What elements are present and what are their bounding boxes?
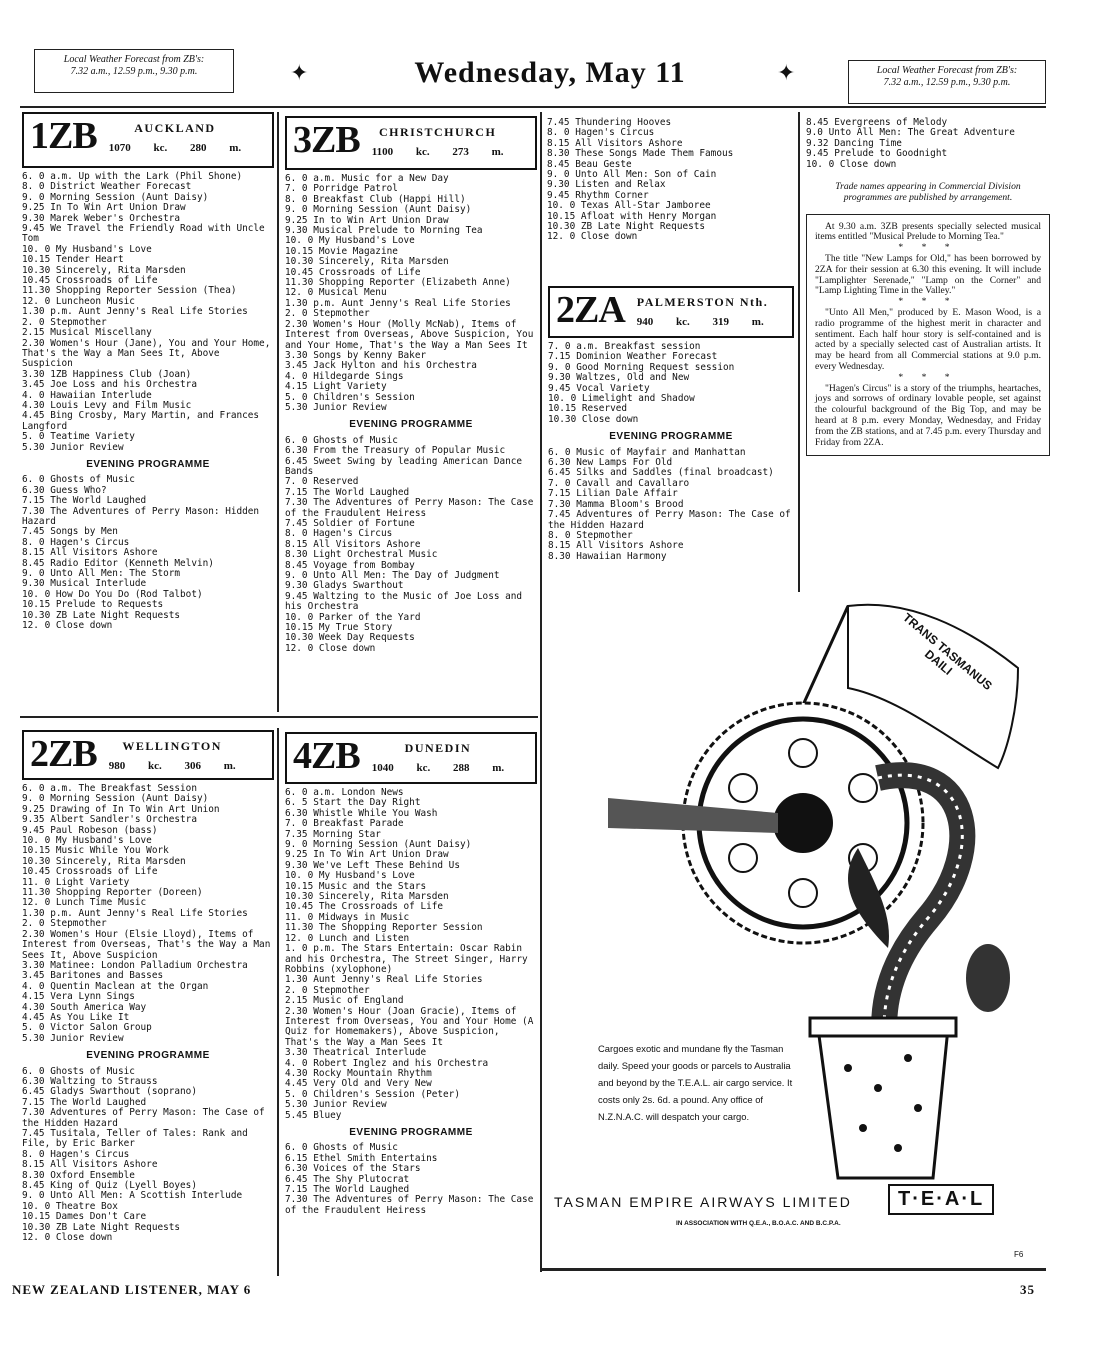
- programme-entry: 9.25 In To Win Art Union Draw: [22, 202, 186, 214]
- programme-entry: 10. 0 My Husband's Love: [22, 243, 152, 255]
- programme-entry: 10.45 Crossroads of Life: [285, 266, 421, 278]
- programme-entry: 7. 0 a.m. Breakfast session: [548, 341, 701, 352]
- note-paragraph: "Unto All Men," produced by E. Mason Wood, is a radio programme of the highest merit in character and sentiment. Each half hour story is self-contained and is acted by a specially selected cast of Australian artists. It may be heard from all Commercial stations at 9.0 p.m. every Wednesday.: [815, 307, 1041, 372]
- disc-icon: [966, 944, 1010, 1012]
- programme-entry: 9.35 Albert Sandler's Orchestra: [22, 814, 197, 826]
- programme-entry: 4.30 South America Way: [22, 1001, 147, 1013]
- programme-entry: 2.15 Music of England: [285, 995, 404, 1007]
- station-2zb: [22, 730, 274, 1243]
- page-number: 35: [1020, 1282, 1035, 1297]
- station-header: [22, 730, 274, 780]
- programme-entry: 7.45 Adventures of Perry Mason: The Case of the Hidden Hazard: [548, 509, 791, 531]
- programme-entry: 7. 0 Cavall and Cavallaro: [548, 477, 690, 489]
- notes-box: [806, 214, 1050, 457]
- programme-entry: 12. 0 Close down: [22, 620, 113, 632]
- programme-entry: 6. 0 a.m. Up with the Lark (Phil Shone): [22, 171, 243, 182]
- programme-entry: 10.15 My True Story: [285, 622, 393, 634]
- programme-entry: 2.30 Women's Hour (Joan Gracie), Items of Interest from Overseas, You and Your Home (A Quiz for Homemakers), Above Suspicion, That's the Way a Man Sees It: [285, 1005, 534, 1048]
- station-3zb-continued: [547, 118, 795, 243]
- programme-entry: 6.30 New Lamps For Old: [548, 457, 673, 469]
- programme-entry: 8.30 Hawaiian Harmony: [548, 550, 667, 562]
- programme-entry: 3.30 1ZB Happiness Club (Joan): [22, 368, 192, 380]
- station-2za: [548, 286, 794, 562]
- programme-list: [22, 784, 274, 1243]
- programme-entry: 4.30 Rocky Mountain Rhythm: [285, 1067, 432, 1079]
- programme-entry: 6. 0 Ghosts of Music: [22, 474, 135, 486]
- footer-publication: NEW ZEALAND LISTENER, MAY 6: [12, 1282, 252, 1297]
- programme-entry: 10.30 ZB Late Night Requests: [22, 609, 181, 621]
- programme-entry: 6.30 Guess Who?: [22, 484, 107, 496]
- weather-label: Local Weather Forecast from ZB's:: [63, 54, 205, 65]
- station-frequency: 980 kc.: [108, 760, 162, 772]
- programme-entry: 12. 0 Musical Menu: [285, 287, 387, 299]
- programme-entry: 5.30 Junior Review: [22, 441, 124, 453]
- note-paragraph: At 9.30 a.m. 3ZB presents specially selected musical items entitled "Musical Prelude to Morning Tea.": [815, 220, 1041, 243]
- programme-entry: 5.30 Junior Review: [285, 1099, 387, 1111]
- programme-entry: 6.30 Voices of the Stars: [285, 1163, 421, 1175]
- programme-entry: 9.30 Listen and Relax: [547, 179, 666, 191]
- programme-entry: 7.15 The World Laughed: [22, 495, 147, 507]
- programme-entry: 10. 0 My Husband's Love: [22, 835, 152, 847]
- programme-list: [806, 118, 1050, 170]
- programme-entry: 10.45 The Crossroads of Life: [285, 901, 444, 913]
- association-line: IN ASSOCIATION WITH Q.E.A., B.O.A.C. AND B.C.P.A.: [676, 1220, 841, 1227]
- programme-entry: 12. 0 Close down: [22, 1232, 113, 1244]
- programme-list: [285, 174, 537, 654]
- programme-entry: 7.45 Soldier of Fortune: [285, 518, 415, 529]
- programme-entry: 9.30 Gladys Swarthout: [285, 580, 404, 592]
- programme-entry: 9. 0 Unto All Men: A Scottish Interlude: [22, 1190, 243, 1202]
- programme-entry: 12. 0 Lunch and Listen: [285, 932, 410, 944]
- programme-entry: 8. 0 Hagen's Circus: [285, 528, 393, 540]
- evening-heading: EVENING PROGRAMME: [86, 458, 210, 470]
- programme-entry: 10. 0 How Do You Do (Rod Talbot): [22, 588, 203, 600]
- programme-entry: 7.30 The Adventures of Perry Mason: The Case of the Fraudulent Heiress: [285, 497, 534, 519]
- programme-entry: 3.30 Songs by Kenny Baker: [285, 349, 427, 361]
- programme-entry: 7.15 The World Laughed: [22, 1096, 147, 1108]
- programme-entry: 2. 0 Stepmother: [22, 316, 107, 328]
- station-code: 2ZB: [30, 733, 97, 775]
- station-header: [548, 286, 794, 338]
- programme-entry: 7.30 Mamma Bloom's Brood: [548, 498, 684, 510]
- programme-entry: 6. 0 Ghosts of Music: [285, 434, 398, 446]
- programme-entry: 9. 0 Good Morning Request session: [548, 361, 735, 373]
- programme-entry: 10.30 Close down: [548, 413, 639, 425]
- column-rule: [277, 728, 279, 1276]
- programme-entry: 7.15 The World Laughed: [285, 1184, 410, 1196]
- programme-entry: 3.45 Jack Hylton and his Orchestra: [285, 360, 477, 372]
- station-frequency: 1070 kc.: [108, 142, 168, 154]
- programme-entry: 7.15 The World Laughed: [285, 486, 410, 498]
- note-paragraph: "Hagen's Circus" is a story of the triumphs, heartaches, joys and sorrows of ordinary lovable people, set against the colourful background of the Big Top, and may be heard at 8 p.m. every Monday, Wednesday, and Friday from the ZB stations, and at 7.45 p.m. every Thursday and Friday from 2ZA.: [815, 382, 1041, 448]
- programme-entry: 9. 0 Morning Session (Aunt Daisy): [285, 204, 472, 216]
- programme-entry: 7.15 Lilian Dale Affair: [548, 488, 678, 500]
- station-city: PALMERSTON Nth.: [636, 295, 769, 309]
- programme-entry: 9.30 We've Left These Behind Us: [285, 859, 460, 871]
- programme-entry: 9. 0 Unto All Men: Son of Cain: [547, 169, 717, 181]
- note-stars: * * *: [898, 242, 958, 254]
- programme-entry: 2. 0 Stepmother: [285, 308, 370, 320]
- evening-heading: EVENING PROGRAMME: [349, 1127, 473, 1138]
- programme-entry: 7. 0 Porridge Patrol: [285, 183, 398, 195]
- ad-copy: Cargoes exotic and mundane fly the Tasman daily. Speed your goods or parcels to Australia and beyond by the T.E.A.L. air cargo service. It costs only 2s. 6d. a pound. Any office of N.Z.N.A.C. will despatch your cargo.: [598, 1043, 793, 1122]
- programme-entry: 7. 0 Reserved: [285, 476, 359, 488]
- programme-entry: 1.30 p.m. Aunt Jenny's Real Life Stories: [285, 297, 511, 309]
- programme-entry: 10.15 Reserved: [548, 403, 628, 415]
- evening-heading: EVENING PROGRAMME: [609, 431, 733, 443]
- star-icon: ✦: [777, 60, 796, 85]
- programme-entry: 6.45 Silks and Saddles (final broadcast): [548, 467, 774, 479]
- programme-entry: 5.30 Junior Review: [22, 1032, 124, 1044]
- programme-entry: 10.15 Movie Magazine: [285, 245, 398, 257]
- programme-entry: 8.45 Radio Editor (Kenneth Melvin): [22, 557, 214, 569]
- programme-entry: 12. 0 Close down: [547, 231, 638, 243]
- programme-entry: 10.15 Afloat with Henry Morgan: [547, 210, 717, 222]
- station-wavelength: 288 m.: [452, 762, 505, 774]
- weather-times: 7.32 a.m., 12.59 p.m., 9.30 p.m.: [883, 77, 1011, 88]
- programme-entry: 9.30 Waltzes, Old and New: [548, 372, 690, 384]
- programme-entry: 11.30 Shopping Reporter Session (Thea): [22, 285, 237, 297]
- programme-entry: 6. 5 Start the Day Right: [285, 797, 421, 809]
- programme-entry: 6.30 Whistle While You Wash: [285, 807, 438, 819]
- programme-entry: 8.30 These Songs Made Them Famous: [547, 148, 734, 160]
- programme-entry: 2. 0 Stepmother: [285, 984, 370, 996]
- evening-heading: EVENING PROGRAMME: [349, 419, 473, 431]
- programme-entry: 2.30 Women's Hour (Elsie Lloyd), Items of Interest from Overseas, That's the Way a Man Sees It, Above Suspicion: [22, 928, 271, 961]
- programme-entry: 8. 0 District Weather Forecast: [22, 181, 192, 193]
- station-code: 1ZB: [30, 115, 97, 157]
- evening-heading: EVENING PROGRAMME: [86, 1050, 210, 1062]
- station-header: [22, 112, 274, 168]
- programme-entry: 1.30 Aunt Jenny's Real Life Stories: [285, 974, 483, 986]
- programme-entry: 10.30 Sincerely, Rita Marsden: [285, 891, 449, 903]
- teal-advertisement: [548, 588, 1048, 1264]
- programme-entry: 6. 0 Ghosts of Music: [285, 1142, 398, 1154]
- programme-entry: 8.30 Light Orchestral Music: [285, 549, 438, 561]
- ad-rule: [540, 1268, 1046, 1271]
- programme-entry: 6. 0 Music of Mayfair and Manhattan: [548, 446, 746, 458]
- programme-entry: 7.45 Tusitala, Teller of Tales: Rank and File, by Eric Barker: [22, 1128, 248, 1150]
- company-name: TASMAN EMPIRE AIRWAYS LIMITED: [554, 1194, 852, 1210]
- programme-entry: 8.45 King of Quiz (Lyell Boyes): [22, 1180, 197, 1192]
- programme-entry: 5.30 Junior Review: [285, 401, 387, 413]
- programme-entry: 8.15 All Visitors Ashore: [285, 538, 421, 550]
- programme-entry: 4. 0 Robert Inglez and his Orchestra: [285, 1057, 489, 1069]
- programme-entry: 10.15 Music While You Work: [22, 845, 169, 857]
- weather-times: 7.32 a.m., 12.59 p.m., 9.30 p.m.: [70, 66, 198, 77]
- programme-entry: 10.15 Prelude to Requests: [22, 599, 164, 611]
- station-city: CHRISTCHURCH: [378, 125, 497, 139]
- programme-entry: 9. 0 Morning Session (Aunt Daisy): [285, 839, 472, 851]
- programme-entry: 8. 0 Hagen's Circus: [22, 536, 130, 548]
- programme-list: [547, 118, 795, 243]
- programme-entry: 12. 0 Luncheon Music: [22, 295, 135, 307]
- weather-box-left: [34, 49, 234, 93]
- station-3zb: [285, 116, 537, 654]
- programme-entry: 9.0 Unto All Men: The Great Adventure: [806, 127, 1015, 139]
- flag-text: TRANS TASMANUS DAILI: [900, 610, 995, 693]
- star-icon: ✦: [290, 60, 309, 85]
- programme-entry: 10.30 Week Day Requests: [285, 632, 415, 644]
- station-frequency: 1100 kc.: [371, 146, 430, 158]
- programme-entry: 9.45 We Travel the Friendly Road with Uncle Tom: [22, 223, 265, 245]
- programme-entry: 8.30 Oxford Ensemble: [22, 1169, 135, 1181]
- programme-entry: 6.30 Waltzing to Strauss: [22, 1075, 158, 1087]
- station-4zb: [285, 732, 537, 1216]
- flowerpot-icon: [818, 1028, 948, 1178]
- programme-entry: 7. 0 Breakfast Parade: [285, 818, 404, 830]
- programme-entry: 9.45 Paul Robeson (bass): [22, 824, 158, 836]
- programme-entry: 8. 0 Breakfast Club (Happi Hill): [285, 193, 466, 205]
- weather-label: Local Weather Forecast from ZB's:: [876, 65, 1018, 76]
- programme-entry: 5. 0 Children's Session: [285, 391, 415, 403]
- programme-entry: 6.15 Ethel Smith Entertains: [285, 1152, 438, 1164]
- programme-entry: 10. 0 Theatre Box: [22, 1200, 118, 1212]
- programme-entry: 9. 0 Morning Session (Aunt Daisy): [22, 793, 209, 805]
- programme-entry: 10. 0 Limelight and Shadow: [548, 393, 695, 405]
- programme-entry: 10.30 Sincerely, Rita Marsden: [22, 264, 186, 276]
- programme-entry: 4.45 Bing Crosby, Mary Martin, and Frances Langford: [22, 410, 260, 432]
- programme-entry: 5. 0 Teatime Variety: [22, 431, 135, 443]
- programme-entry: 1.30 p.m. Aunt Jenny's Real Life Stories: [22, 907, 248, 919]
- programme-entry: 6.45 Gladys Swarthout (soprano): [22, 1086, 197, 1098]
- programme-entry: 11.30 The Shopping Reporter Session: [285, 922, 483, 934]
- programme-list: [285, 788, 537, 1216]
- programme-entry: 8.15 All Visitors Ashore: [548, 540, 684, 552]
- weather-box-right: [848, 60, 1046, 104]
- programme-entry: 2. 0 Stepmother: [22, 918, 107, 930]
- section-rule: [20, 716, 538, 718]
- programme-entry: 6.30 From the Treasury of Popular Music: [285, 445, 506, 457]
- programme-list: [548, 342, 794, 562]
- programme-entry: 11. 0 Light Variety: [22, 876, 130, 888]
- programme-entry: 9. 0 Unto All Men: The Day of Judgment: [285, 570, 500, 582]
- programme-entry: 9.45 Rhythm Corner: [547, 189, 649, 201]
- trade-note: Trade names appearing in Commercial Division programmes are published by arrangement.: [835, 181, 1021, 203]
- programme-entry: 6. 0 a.m. The Breakfast Session: [22, 783, 197, 794]
- programme-entry: 10.30 ZB Late Night Requests: [22, 1221, 181, 1233]
- programme-entry: 8.15 All Visitors Ashore: [547, 137, 683, 149]
- programme-entry: 10. 0 My Husband's Love: [285, 870, 415, 882]
- programme-list: [22, 172, 274, 631]
- programme-entry: 4. 0 Hildegarde Sings: [285, 370, 404, 382]
- programme-entry: 10. 0 Close down: [806, 158, 897, 170]
- programme-entry: 8.15 All Visitors Ashore: [22, 1159, 158, 1171]
- station-code: 4ZB: [293, 735, 360, 777]
- station-city: AUCKLAND: [134, 121, 216, 135]
- station-wavelength: 319 m.: [712, 316, 764, 328]
- programme-entry: 11.30 Shopping Reporter (Elizabeth Anne): [285, 277, 511, 289]
- programme-entry: 10.30 Sincerely, Rita Marsden: [285, 256, 449, 268]
- programme-entry: 10.15 Music and the Stars: [285, 880, 427, 892]
- programme-entry: 10.15 Tender Heart: [22, 254, 124, 266]
- station-city: WELLINGTON: [122, 739, 222, 753]
- programme-entry: 9.30 Musical Interlude: [22, 578, 147, 590]
- programme-entry: 7.35 Morning Star: [285, 828, 381, 840]
- programme-entry: 9.30 Marek Weber's Orchestra: [22, 212, 181, 224]
- programme-entry: 4. 0 Hawaiian Interlude: [22, 389, 152, 401]
- programme-entry: 3.30 Theatrical Interlude: [285, 1047, 427, 1059]
- header-rule: [20, 106, 1046, 108]
- programme-entry: 12. 0 Lunch Time Music: [22, 897, 147, 909]
- programme-entry: 2.15 Musical Miscellany: [22, 327, 152, 339]
- programme-entry: 9.45 Prelude to Goodnight: [806, 148, 948, 160]
- note-stars: * * *: [898, 371, 958, 383]
- programme-entry: 8. 0 Stepmother: [548, 529, 633, 541]
- station-frequency: 1040 kc.: [371, 762, 431, 774]
- note-paragraph: The title "New Lamps for Old," has been borrowed by 2ZA for their session at 6.30 this evening. It will include "Lamplighter Serenade," "Lamp on the Corner" and "Lamp Lighting Time in the Valley.": [815, 253, 1041, 297]
- programme-entry: 10.30 ZB Late Night Requests: [547, 221, 706, 233]
- programme-entry: 3.45 Baritones and Basses: [22, 970, 164, 982]
- programme-entry: 9.45 Vocal Variety: [548, 382, 650, 394]
- programme-entry: 6. 0 a.m. London News: [285, 787, 404, 798]
- programme-entry: 6. 0 Ghosts of Music: [22, 1065, 135, 1077]
- station-header: [285, 732, 537, 784]
- programme-entry: 8.15 All Visitors Ashore: [22, 547, 158, 559]
- programme-entry: 4.15 Light Variety: [285, 381, 387, 393]
- programme-entry: 10.15 Dames Don't Care: [22, 1211, 147, 1223]
- programme-entry: 4. 0 Quentin Maclean at the Organ: [22, 980, 209, 992]
- programme-entry: 5.45 Bluey: [285, 1109, 342, 1121]
- programme-entry: 1.30 p.m. Aunt Jenny's Real Life Stories: [22, 306, 248, 318]
- teal-logo: T·E·A·L: [888, 1184, 994, 1215]
- page-title: Wednesday, May 11: [414, 56, 686, 89]
- note-stars: * * *: [898, 296, 958, 308]
- station-header: [285, 116, 537, 170]
- programme-entry: 10.45 Crossroads of Life: [22, 866, 158, 878]
- programme-entry: 2.30 Women's Hour (Molly McNab), Items of Interest from Overseas, Above Suspicion, You and Your Home, That's the Way a Man Sees It: [285, 318, 534, 351]
- programme-entry: 8. 0 Hagen's Circus: [547, 127, 655, 139]
- programme-entry: 7.30 The Adventures of Perry Mason: Hidden Hazard: [22, 505, 260, 527]
- programme-entry: 4.15 Vera Lynn Sings: [22, 991, 135, 1003]
- programme-entry: 9.32 Dancing Time: [806, 137, 902, 149]
- station-wavelength: 280 m.: [189, 142, 242, 154]
- station-code: 3ZB: [293, 119, 360, 161]
- programme-entry: 5. 0 Children's Session (Peter): [285, 1088, 460, 1100]
- programme-entry: 7.15 Dominion Weather Forecast: [548, 351, 718, 363]
- station-1zb: [22, 112, 274, 631]
- programme-entry: 3.30 Matinee: London Palladium Orchestra: [22, 959, 248, 971]
- programme-entry: 10.30 Sincerely, Rita Marsden: [22, 855, 186, 867]
- station-frequency: 940 kc.: [636, 316, 690, 328]
- programme-entry: 9.25 Drawing of In To Win Art Union: [22, 803, 220, 815]
- station-code: 2ZA: [556, 289, 625, 331]
- programme-entry: 12. 0 Close down: [285, 642, 376, 654]
- station-wavelength: 306 m.: [184, 760, 236, 772]
- programme-entry: 6.45 Sweet Swing by leading American Dance Bands: [285, 455, 523, 477]
- programme-entry: 9. 0 Unto All Men: The Storm: [22, 568, 181, 580]
- programme-entry: 10. 0 Parker of the Yard: [285, 611, 421, 623]
- right-column: [806, 118, 1050, 456]
- programme-entry: 7.30 Adventures of Perry Mason: The Case of the Hidden Hazard: [22, 1107, 265, 1129]
- column-rule: [277, 112, 279, 712]
- column-rule: [798, 112, 800, 592]
- programme-entry: 8.45 Voyage from Bombay: [285, 559, 415, 571]
- programme-entry: 5. 0 Victor Salon Group: [22, 1022, 152, 1034]
- programme-entry: 10. 0 My Husband's Love: [285, 235, 415, 247]
- programme-entry: 9. 0 Morning Session (Aunt Daisy): [22, 191, 209, 203]
- programme-entry: 9.45 Waltzing to the Music of Joe Loss and his Orchestra: [285, 590, 523, 613]
- programme-entry: 11. 0 Midways in Music: [285, 911, 410, 923]
- programme-entry: 7.45 Thundering Hooves: [547, 117, 672, 128]
- programme-entry: 11.30 Shopping Reporter (Doreen): [22, 887, 203, 899]
- programme-entry: 9.25 In To Win Art Union Draw: [285, 849, 449, 861]
- programme-entry: 4.30 Louis Levy and Film Music: [22, 399, 192, 411]
- programme-entry: 2.30 Women's Hour (Jane), You and Your Home, That's the Way a Man Sees It, Above Suspicion: [22, 337, 271, 370]
- programme-entry: 7.45 Songs by Men: [22, 526, 118, 538]
- programme-entry: 8. 0 Hagen's Circus: [22, 1148, 130, 1160]
- programme-entry: 6. 0 a.m. Music for a New Day: [285, 173, 449, 184]
- programme-entry: 3.45 Joe Loss and his Orchestra: [22, 379, 197, 391]
- station-wavelength: 273 m.: [452, 146, 504, 158]
- programme-entry: 9.30 Musical Prelude to Morning Tea: [285, 225, 483, 237]
- programme-entry: 9.25 In to Win Art Union Draw: [285, 214, 449, 226]
- column-rule: [540, 112, 542, 1272]
- programme-entry: 8.45 Beau Geste: [547, 158, 632, 170]
- programme-entry: 4.45 As You Like It: [22, 1011, 130, 1023]
- programme-entry: 7.30 The Adventures of Perry Mason: The Case of the Fraudulent Heiress: [285, 1194, 534, 1216]
- ad-code: F6: [1014, 1250, 1024, 1259]
- programme-entry: 10. 0 Texas All-Star Jamboree: [547, 200, 711, 212]
- programme-entry: 4.45 Very Old and Very New: [285, 1078, 432, 1090]
- programme-entry: 1. 0 p.m. The Stars Entertain: Oscar Rabin and his Orchestra, The Street Singer, Harry Robbins (xylophone): [285, 943, 528, 975]
- station-city: DUNEDIN: [404, 741, 472, 755]
- programme-entry: 8.45 Evergreens of Melody: [806, 117, 948, 128]
- programme-entry: 10.45 Crossroads of Life: [22, 275, 158, 287]
- programme-entry: 6.45 The Shy Plutocrat: [285, 1173, 410, 1185]
